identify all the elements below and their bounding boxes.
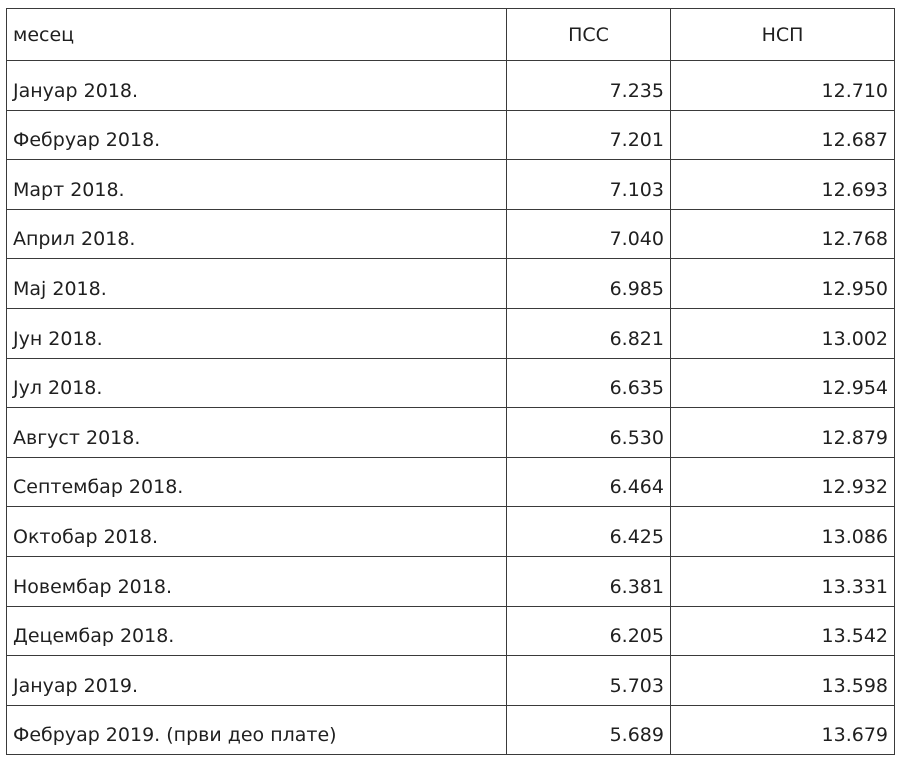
row-month: Новембар 2018.	[7, 556, 507, 606]
row-nsp: 12.954	[671, 358, 895, 408]
table-row	[7, 656, 895, 706]
header-month: месец	[7, 9, 507, 61]
row-nsp: 13.679	[671, 705, 895, 755]
table-row	[7, 408, 895, 458]
row-month: Април 2018.	[7, 209, 507, 259]
row-nsp: 13.331	[671, 556, 895, 606]
row-pss: 7.201	[507, 110, 671, 160]
table-row	[7, 358, 895, 408]
document-sheet	[6, 8, 894, 755]
row-pss: 5.689	[507, 705, 671, 755]
table-row	[7, 209, 895, 259]
row-pss: 6.464	[507, 457, 671, 507]
row-nsp: 12.768	[671, 209, 895, 259]
row-month: Мај 2018.	[7, 259, 507, 309]
row-nsp: 13.086	[671, 507, 895, 557]
row-pss: 6.821	[507, 308, 671, 358]
row-nsp: 12.950	[671, 259, 895, 309]
row-nsp: 12.879	[671, 408, 895, 458]
row-month: Октобар 2018.	[7, 507, 507, 557]
table-row	[7, 61, 895, 111]
row-nsp: 13.542	[671, 606, 895, 656]
table-row	[7, 457, 895, 507]
row-nsp: 12.687	[671, 110, 895, 160]
row-month: Јун 2018.	[7, 308, 507, 358]
row-nsp: 12.693	[671, 160, 895, 210]
row-pss: 6.205	[507, 606, 671, 656]
row-nsp: 13.598	[671, 656, 895, 706]
header-pss: ПСС	[507, 9, 671, 61]
row-month: Март 2018.	[7, 160, 507, 210]
row-month: Фебруар 2019. (први део плате)	[7, 705, 507, 755]
table-row	[7, 705, 895, 755]
row-nsp: 13.002	[671, 308, 895, 358]
row-month: Јануар 2018.	[7, 61, 507, 111]
row-pss: 7.235	[507, 61, 671, 111]
table-row	[7, 556, 895, 606]
row-pss: 6.635	[507, 358, 671, 408]
header-row	[7, 9, 895, 61]
table-row	[7, 507, 895, 557]
row-pss: 7.103	[507, 160, 671, 210]
row-month: Јул 2018.	[7, 358, 507, 408]
row-pss: 7.040	[507, 209, 671, 259]
table-row	[7, 606, 895, 656]
row-month: Фебруар 2018.	[7, 110, 507, 160]
row-nsp: 12.710	[671, 61, 895, 111]
header-nsp: НСП	[671, 9, 895, 61]
table-row	[7, 308, 895, 358]
row-month: Децембар 2018.	[7, 606, 507, 656]
monthly-data-table	[6, 8, 895, 755]
row-pss: 6.381	[507, 556, 671, 606]
row-month: Јануар 2019.	[7, 656, 507, 706]
table-row	[7, 160, 895, 210]
row-pss: 6.985	[507, 259, 671, 309]
row-pss: 6.530	[507, 408, 671, 458]
row-pss: 5.703	[507, 656, 671, 706]
table-row	[7, 259, 895, 309]
row-pss: 6.425	[507, 507, 671, 557]
table-row	[7, 110, 895, 160]
row-month: Септембар 2018.	[7, 457, 507, 507]
row-month: Август 2018.	[7, 408, 507, 458]
row-nsp: 12.932	[671, 457, 895, 507]
